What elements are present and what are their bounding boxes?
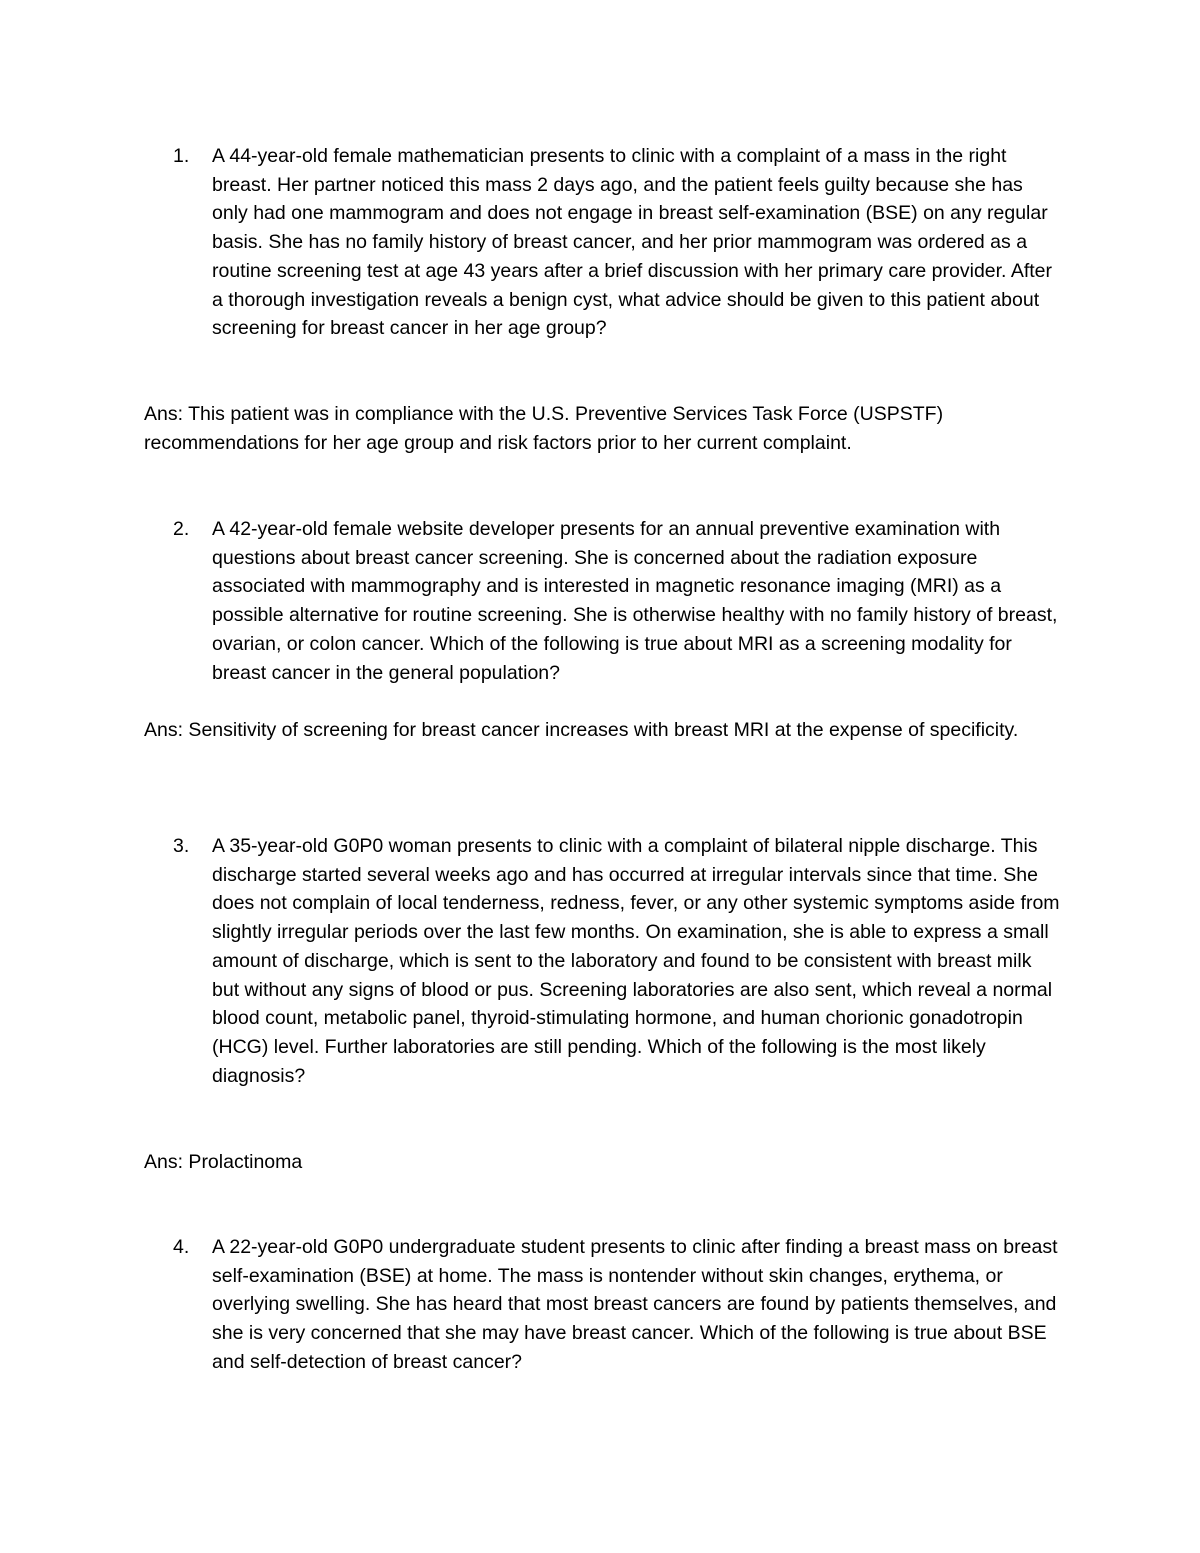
question-number: 3. [173, 835, 190, 857]
answer-3: Ans: Prolactinoma [144, 1151, 303, 1173]
answer-2: Ans: Sensitivity of screening for breast cancer increases with breast MRI at the expense of specificity. [144, 719, 1019, 741]
question-text: A 35-year-old G0P0 woman presents to clinic with a complaint of bilateral nipple discharge. This discharge started several weeks ago and has occurred at irregular intervals since that time. She does not complain of local tenderness, redness, fever, or any other systemic symptoms aside from slightly irregular periods over the last few months. On examination, she is able to express a small amount of discharge, which is sent to the laboratory and found to be consistent with breast milk but without any signs of blood or pus. Screening laboratories are also sent, which reveal a normal blood count, metabolic panel, thyroid-stimulating hormone, and human chorionic gonadotropin (HCG) level. Further laboratories are still pending. Which of the following is the most likely diagnosis? [212, 835, 1060, 1087]
question-number: 4. [173, 1236, 190, 1258]
question-4 [173, 1233, 1073, 1377]
answer-1: Ans: This patient was in compliance with the U.S. Preventive Services Task Force (USPSTF) recommendations for her age group and risk factors prior to her current complaint. [144, 403, 944, 454]
question-1 [173, 142, 1073, 343]
question-text: A 42-year-old female website developer presents for an annual preventive examination with questions about breast cancer screening. She is concerned about the radiation exposure associated with mammography and is interested in magnetic resonance imaging (MRI) as a possible alternative for routine screening. She is otherwise healthy with no family history of breast, ovarian, or colon cancer. Which of the following is true about MRI as a screening modality for breast cancer in the general population? [212, 518, 1058, 684]
question-text: A 22-year-old G0P0 undergraduate student presents to clinic after finding a breast mass on breast self-examination (BSE) at home. The mass is nontender without skin changes, erythema, or overlying swelling. She has heard that most breast cancers are found by patients themselves, and she is very concerned that she may have breast cancer. Which of the following is true about BSE and self-detection of breast cancer? [212, 1236, 1058, 1373]
question-text: A 44-year-old female mathematician presents to clinic with a complaint of a mass in the right breast. Her partner noticed this mass 2 days ago, and the patient feels guilty because she has only had one mammogram and does not engage in breast self-examination (BSE) on any regular basis. She has no family history of breast cancer, and her prior mammogram was ordered as a routine screening test at age 43 years after a brief discussion with her primary care provider. After a thorough investigation reveals a benign cyst, what advice should be given to this patient about screening for breast cancer in her age group? [212, 145, 1052, 340]
question-2 [173, 515, 1073, 687]
question-3 [173, 832, 1073, 1090]
question-number: 2. [173, 518, 190, 540]
question-number: 1. [173, 145, 190, 167]
